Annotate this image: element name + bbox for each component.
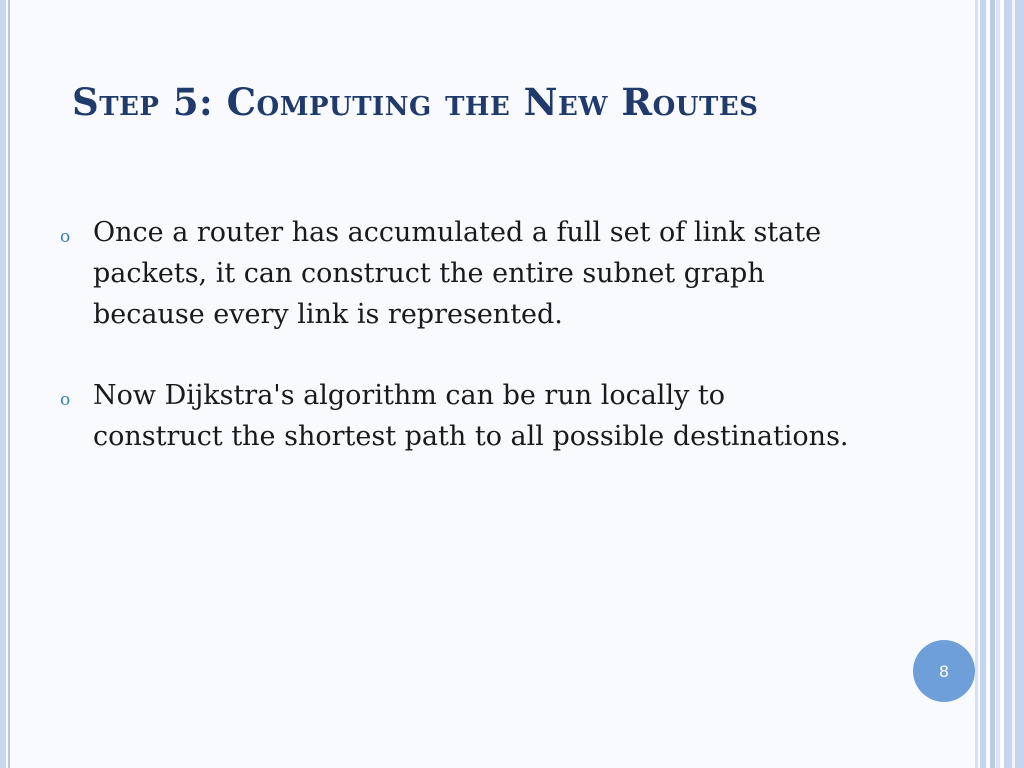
- page-number: 8: [938, 661, 950, 681]
- right-border-band: [990, 0, 995, 768]
- bullet-item: [60, 375, 860, 457]
- right-border-band: [996, 0, 1000, 768]
- right-border-band: [1012, 0, 1015, 768]
- left-border-stripe: [0, 0, 6, 768]
- bullet-text: Once a router has accumulated a full set of link state packets, it can construct the entire subnet graph because every link is represented.: [93, 217, 822, 330]
- circle-bullet-icon: o: [60, 390, 71, 410]
- right-border-band: [980, 0, 986, 768]
- bullet-item: [60, 212, 860, 335]
- bullet-text: Now Dijkstra's algorithm can be run locally to construct the shortest path to all possible destinations.: [93, 380, 849, 452]
- left-border-line: [8, 0, 10, 768]
- bullet-list: [60, 212, 860, 497]
- page-number-badge: [913, 640, 975, 702]
- slide-title: Step 5: Computing the New Routes: [72, 80, 759, 124]
- circle-bullet-icon: o: [60, 227, 71, 247]
- right-border-band: [975, 0, 978, 768]
